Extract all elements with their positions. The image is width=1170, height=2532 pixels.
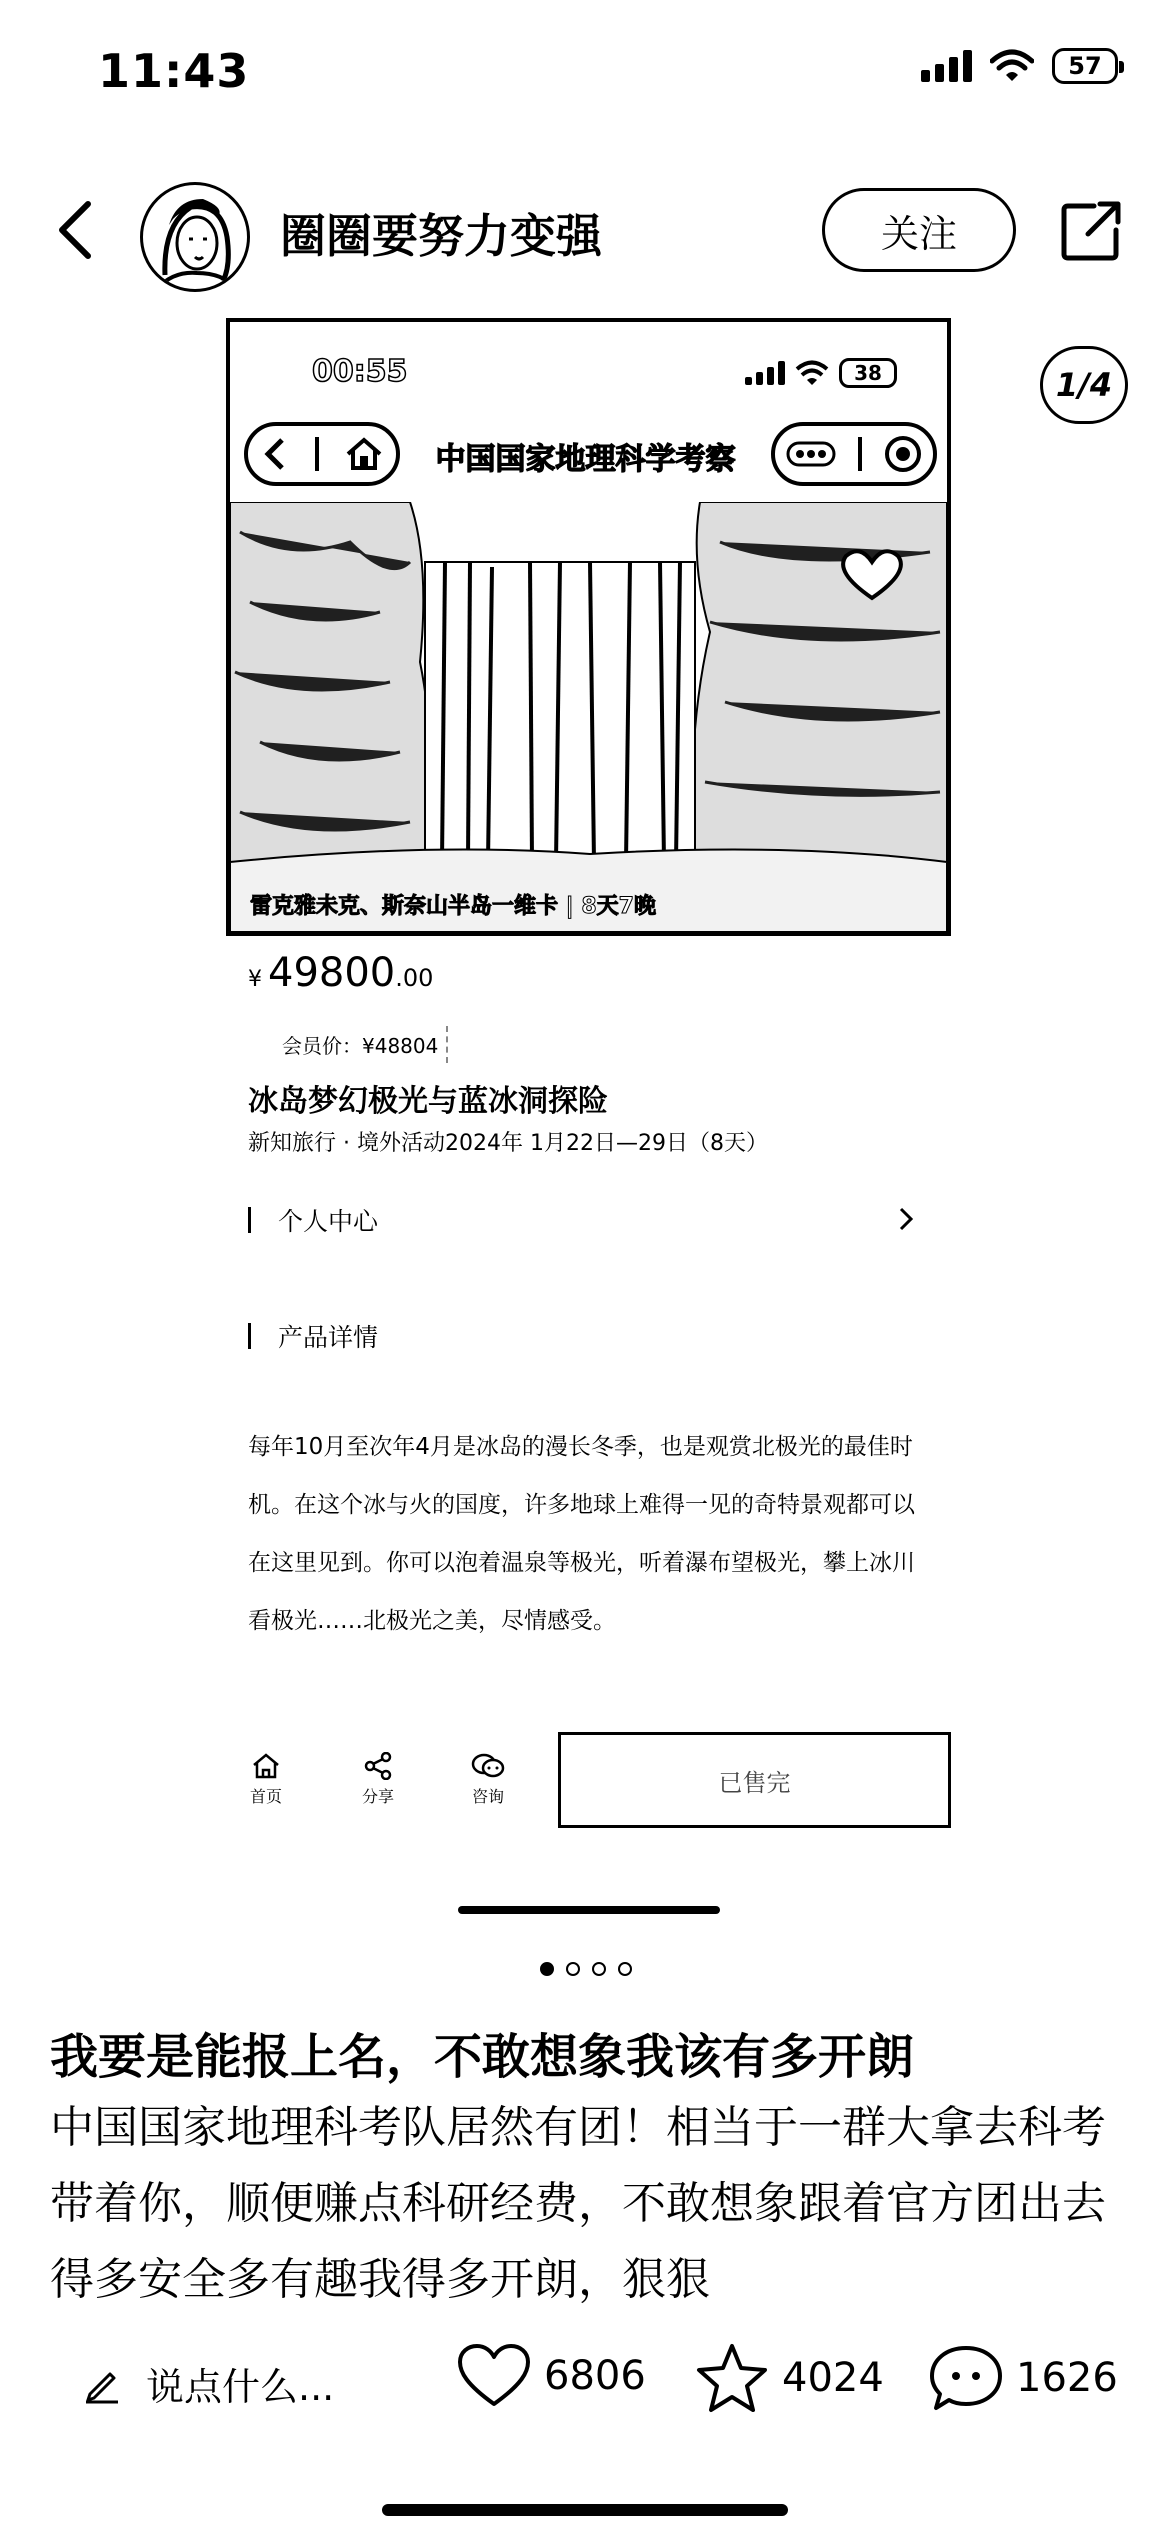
price-main: 49800	[268, 950, 396, 996]
star-button[interactable]	[694, 2342, 884, 2414]
inner-home-indicator	[458, 1906, 720, 1914]
inner-wifi-icon	[795, 360, 829, 386]
price	[248, 950, 433, 996]
carousel-dot[interactable]	[540, 1962, 554, 1976]
like-count: 6806	[544, 2353, 646, 2399]
product-meta: 新知旅行 · 境外活动2024年 1月22日—29日（8天）	[248, 1131, 768, 1156]
comment-icon	[928, 2342, 1004, 2414]
post-header	[0, 170, 1170, 290]
action-bar	[0, 2312, 1170, 2452]
product-bottom-bar	[226, 1732, 951, 1832]
tab-home-label: 首页	[249, 1787, 282, 1806]
signal-icon	[921, 50, 972, 82]
tab-share	[338, 1752, 418, 1807]
waterfall-photo	[230, 502, 947, 932]
comment-placeholder: 说点什么...	[146, 2365, 335, 2409]
carousel-dot[interactable]	[566, 1962, 580, 1976]
carousel-dots	[540, 1962, 632, 1976]
chat-icon	[471, 1752, 505, 1780]
tab-share-label: 分享	[361, 1787, 394, 1806]
mini-home-icon	[344, 436, 384, 472]
price-symbol: ¥	[248, 967, 262, 992]
post-title: 我要是能报上名，不敢想象我该有多开朗	[50, 2029, 915, 2085]
comment-count: 1626	[1016, 2355, 1118, 2401]
like-button[interactable]	[456, 2342, 646, 2410]
username[interactable]: 圈圈要努力变强	[280, 209, 602, 263]
status-icons	[921, 48, 1118, 84]
share-icon[interactable]	[1060, 198, 1124, 262]
mini-nav-right-pill	[771, 422, 937, 486]
carousel-dot[interactable]	[592, 1962, 606, 1976]
tab-consult-label: 咨询	[471, 1787, 504, 1806]
screenshot-frame	[226, 318, 951, 936]
product-detail-row	[248, 1318, 928, 1354]
buy-button: 已售完	[558, 1732, 951, 1828]
personal-center-label: 个人中心	[278, 1207, 379, 1236]
product-description: 每年10月至次年4月是冰岛的漫长冬季，也是观赏北极光的最佳时机。在这个冰与火的国度，许多地球上难得一见的奇特景观都可以在这里见到。你可以泡着温泉等极光，听着瀑布望极光，攀上冰川看极光……北极光之美，尽情感受。	[248, 1434, 915, 1634]
chevron-right-icon	[896, 1204, 916, 1234]
inner-signal-icon	[745, 361, 785, 385]
inner-time: 00:55	[312, 354, 408, 389]
location-bar: 雷克雅未克、斯奈山半岛一维卡 | 8天7晚	[250, 894, 656, 919]
star-count: 4024	[782, 2355, 884, 2401]
pencil-icon	[82, 2364, 122, 2404]
comment-button[interactable]	[928, 2342, 1118, 2414]
follow-button[interactable]: 关注	[822, 188, 1016, 272]
status-bar	[0, 0, 1170, 150]
comment-input[interactable]	[82, 2356, 334, 2411]
product-detail-label: 产品详情	[278, 1323, 379, 1352]
avatar[interactable]	[140, 182, 250, 292]
mini-close-icon	[883, 434, 923, 474]
home-icon	[251, 1752, 281, 1780]
inner-battery-icon: 38	[839, 358, 897, 388]
status-time: 11:43	[98, 44, 250, 98]
home-indicator	[382, 2504, 788, 2516]
tab-home	[226, 1752, 306, 1807]
back-icon[interactable]	[50, 198, 100, 262]
section-marker	[248, 1323, 262, 1349]
inner-status-bar	[230, 322, 947, 402]
personal-center-row	[248, 1202, 928, 1238]
post-image[interactable]	[226, 318, 951, 1938]
member-price: 会员价：¥48804	[274, 1026, 448, 1063]
mini-nav-left-pill	[244, 422, 400, 486]
section-marker	[248, 1207, 262, 1233]
carousel-dot[interactable]	[618, 1962, 632, 1976]
mini-nav	[244, 422, 937, 490]
inner-status-icons	[745, 358, 897, 388]
star-icon	[694, 2342, 770, 2414]
share-icon	[363, 1752, 393, 1780]
product-title: 冰岛梦幻极光与蓝冰洞探险	[248, 1084, 608, 1119]
price-decimal: .00	[395, 964, 434, 992]
page-indicator: 1/4	[1040, 346, 1128, 424]
mini-back-icon	[260, 436, 290, 472]
tab-consult	[448, 1752, 528, 1807]
wifi-icon	[990, 49, 1034, 83]
post-body[interactable]: 中国国家地理科考队居然有团！相当于一群大拿去科考带着你，顺便赚点科研经费，不敢想象跟着官方团出去得多安全多有趣我得多开朗，狠狠	[50, 2102, 1106, 2305]
heart-icon	[456, 2342, 532, 2410]
mini-title: 中国国家地理科学考察	[435, 442, 736, 477]
mini-more-icon	[785, 440, 837, 468]
battery-icon: 57	[1052, 48, 1118, 84]
